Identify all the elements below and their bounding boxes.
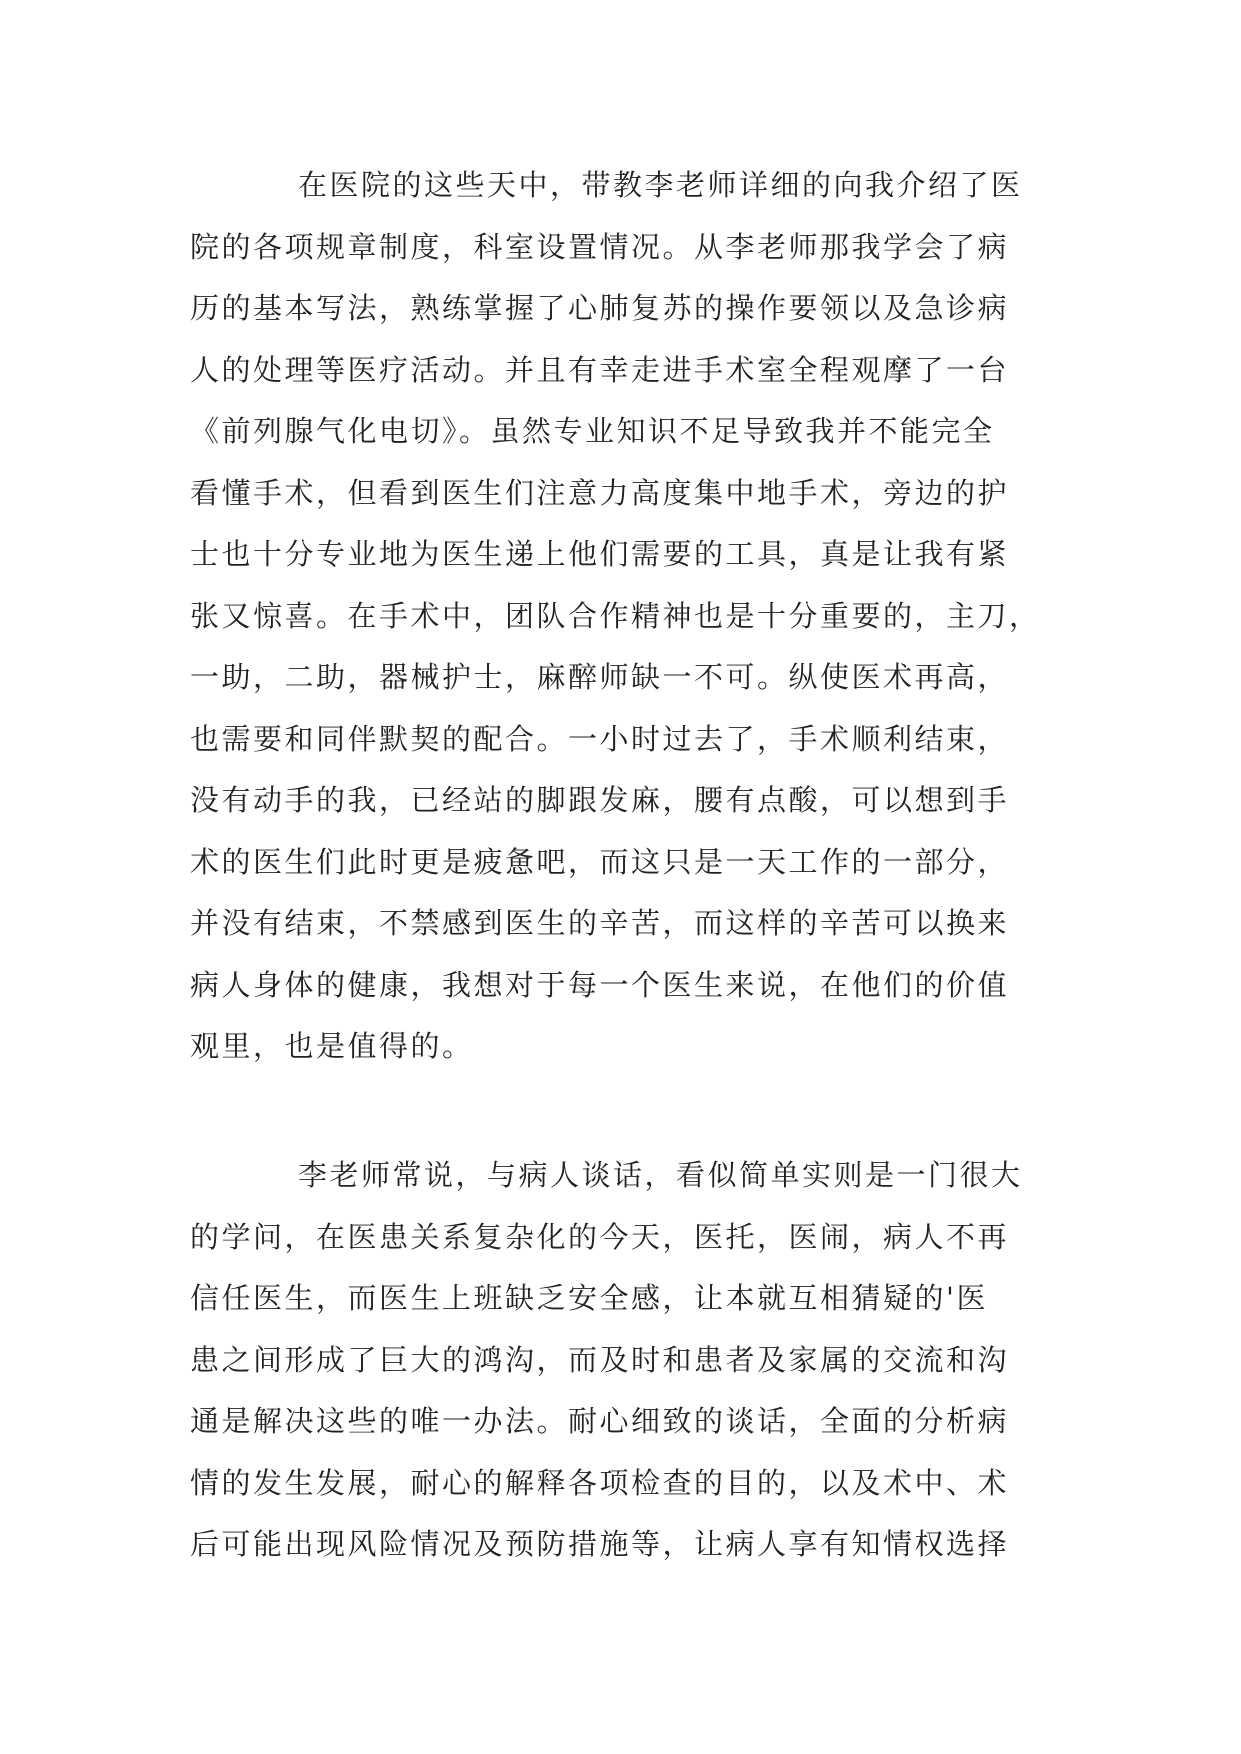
paragraph-line: 病人身体的健康，我想对于每一个医生来说，在他们的价值 (190, 967, 1010, 1002)
paragraph-line: 李老师常说，与病人谈话，看似简单实则是一门很大 (298, 1158, 1023, 1192)
paragraph-line: 并没有结束，不禁感到医生的辛苦，而这样的辛苦可以换来 (190, 906, 1010, 940)
paragraph-line: 的学问，在医患关系复杂化的今天，医托，医闹，病人不再 (190, 1219, 1010, 1254)
paragraph-line: 士也十分专业地为医生递上他们需要的工具，真是让我有紧 (190, 537, 1010, 571)
paragraph-line: 历的基本写法，熟练掌握了心肺复苏的操作要领以及急诊病 (190, 291, 1010, 325)
paragraph-line: 看懂手术，但看到医生们注意力高度集中地手术，旁边的护 (190, 475, 1010, 510)
paragraph-line: 院的各项规章制度，科室设置情况。从李老师那我学会了病 (190, 229, 1010, 264)
paragraph-line: 张又惊喜。在手术中，团队合作精神也是十分重要的，主刀， (190, 598, 1041, 633)
paragraph-line: 《前列腺气化电切》。虽然专业知识不足导致我并不能完全 (190, 414, 995, 448)
paragraph-line: 术的医生们此时更是疲惫吧，而这只是一天工作的一部分， (190, 844, 1010, 879)
paragraph-line: 观里，也是值得的。 (190, 1029, 474, 1063)
paragraph-line: 情的发生发展，耐心的解释各项检查的目的，以及术中、术 (190, 1465, 1010, 1500)
paragraph-2 (190, 1145, 1070, 1576)
paragraph-line: 没有动手的我，已经站的脚跟发麻，腰有点酸，可以想到手 (190, 783, 1010, 817)
paragraph-line: 人的处理等医疗活动。并且有幸走进手术室全程观摩了一台 (190, 352, 1010, 387)
paragraph-line: 通是解决这些的唯一办法。耐心细致的谈话，全面的分析病 (190, 1404, 1010, 1438)
paragraph-line: 后可能出现风险情况及预防措施等，让病人享有知情权选择 (190, 1527, 1010, 1561)
paragraph-line: 也需要和同伴默契的配合。一小时过去了，手术顺利结束， (190, 721, 1010, 756)
paragraph-line: 一助，二助，器械护士，麻醉师缺一不可。纵使医术再高， (190, 660, 1010, 694)
paragraph-line: 在医院的这些天中，带教李老师详细的向我介绍了医 (298, 168, 1023, 202)
paragraph-line: 患之间形成了巨大的鸿沟，而及时和患者及家属的交流和沟 (190, 1342, 1010, 1377)
paragraph-line: 信任医生，而医生上班缺乏安全感，让本就互相猜疑的'医 (190, 1281, 988, 1315)
paragraph-1 (190, 155, 1070, 1078)
